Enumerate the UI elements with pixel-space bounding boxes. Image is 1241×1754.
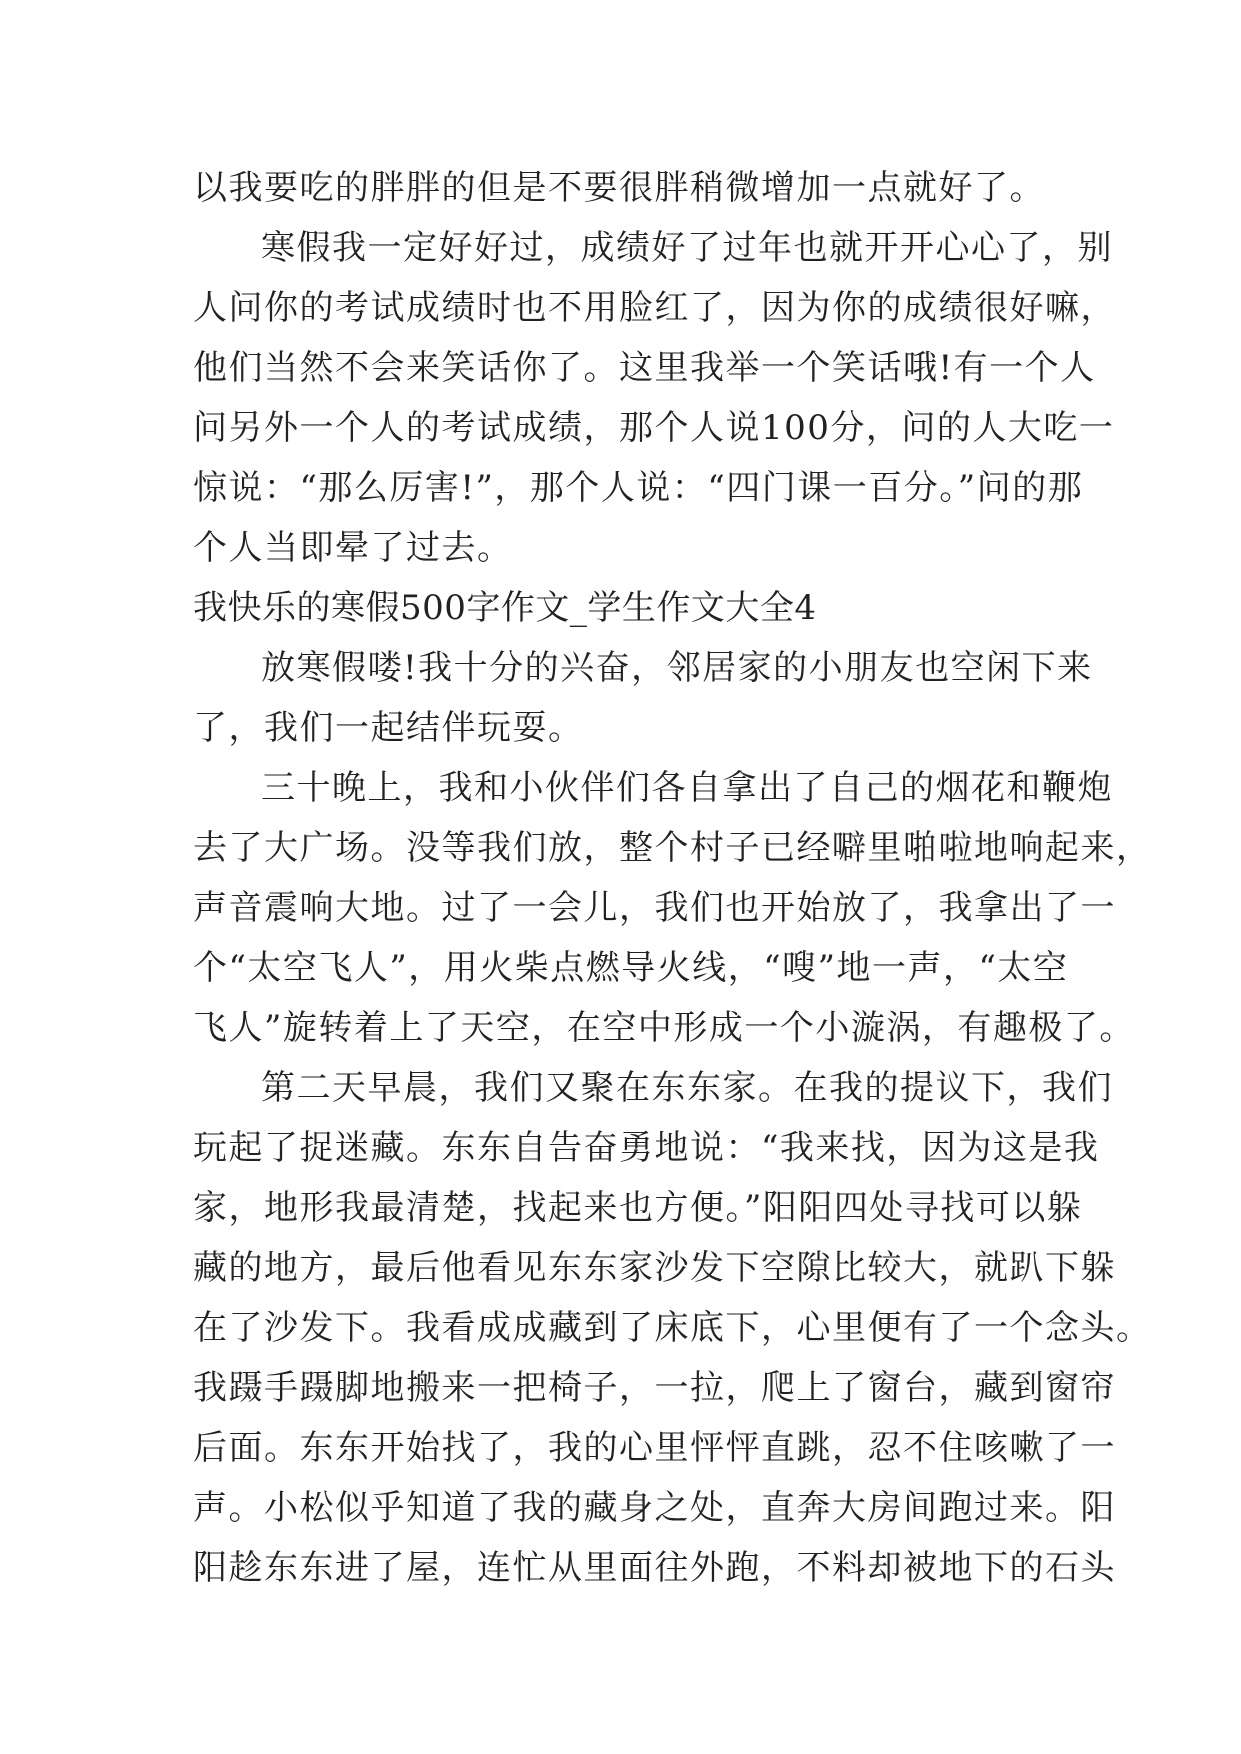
text-line-17: 玩起了捉迷藏。东东自告奋勇地说：“我来找，因为这是我 <box>193 1128 1100 1168</box>
text-line-4: 他们当然不会来笑话你了。这里我举一个笑话哦!有一个人 <box>193 348 1096 388</box>
text-line-7: 个人当即晕了过去。 <box>193 528 513 568</box>
text-line-5: 问另外一个人的考试成绩，那个人说100分，问的人大吃一 <box>193 408 1115 448</box>
text-line-24: 阳趁东东进了屋，连忙从里面往外跑，不料却被地下的石头 <box>193 1548 1116 1588</box>
text-line-3: 人问你的考试成绩时也不用脸红了，因为你的成绩很好嘛， <box>193 288 1116 328</box>
text-line-12: 去了大广场。没等我们放，整个村子已经噼里啪啦地响起来， <box>193 828 1152 868</box>
text-line-15: 飞人”旋转着上了天空，在空中形成一个小漩涡，有趣极了。 <box>193 1008 1135 1048</box>
text-line-9: 放寒假喽!我十分的兴奋，邻居家的小朋友也空闲下来 <box>261 648 1093 688</box>
text-line-13: 声音震响大地。过了一会儿，我们也开始放了，我拿出了一 <box>193 888 1116 928</box>
text-line-1: 以我要吃的胖胖的但是不要很胖稍微增加一点就好了。 <box>193 168 1045 208</box>
text-line-6: 惊说：“那么厉害!”，那个人说：“四门课一百分。”问的那 <box>193 468 1084 508</box>
text-line-19: 藏的地方，最后他看见东东家沙发下空隙比较大，就趴下躲 <box>193 1248 1116 1288</box>
text-line-14: 个“太空飞人”，用火柴点燃导火线，“嗖”地一声，“太空 <box>193 948 1069 988</box>
text-line-16: 第二天早晨，我们又聚在东东家。在我的提议下，我们 <box>261 1068 1113 1108</box>
text-line-2: 寒假我一定好好过，成绩好了过年也就开开心心了，别 <box>261 228 1113 268</box>
text-line-21: 我蹑手蹑脚地搬来一把椅子，一拉，爬上了窗台，藏到窗帘 <box>193 1368 1116 1408</box>
section-heading: 我快乐的寒假500字作文_学生作文大全4 <box>193 588 817 628</box>
text-line-18: 家，地形我最清楚，找起来也方便。”阳阳四处寻找可以躲 <box>193 1188 1083 1228</box>
essay-body <box>193 158 1152 1598</box>
text-line-20: 在了沙发下。我看成成藏到了床底下，心里便有了一个念头。 <box>193 1308 1152 1348</box>
text-line-23: 声。小松似乎知道了我的藏身之处，直奔大房间跑过来。阳 <box>193 1488 1116 1528</box>
text-line-10: 了，我们一起结伴玩耍。 <box>193 708 584 748</box>
text-line-22: 后面。东东开始找了，我的心里怦怦直跳，忍不住咳嗽了一 <box>193 1428 1116 1468</box>
text-line-11: 三十晚上，我和小伙伴们各自拿出了自己的烟花和鞭炮 <box>261 768 1113 808</box>
